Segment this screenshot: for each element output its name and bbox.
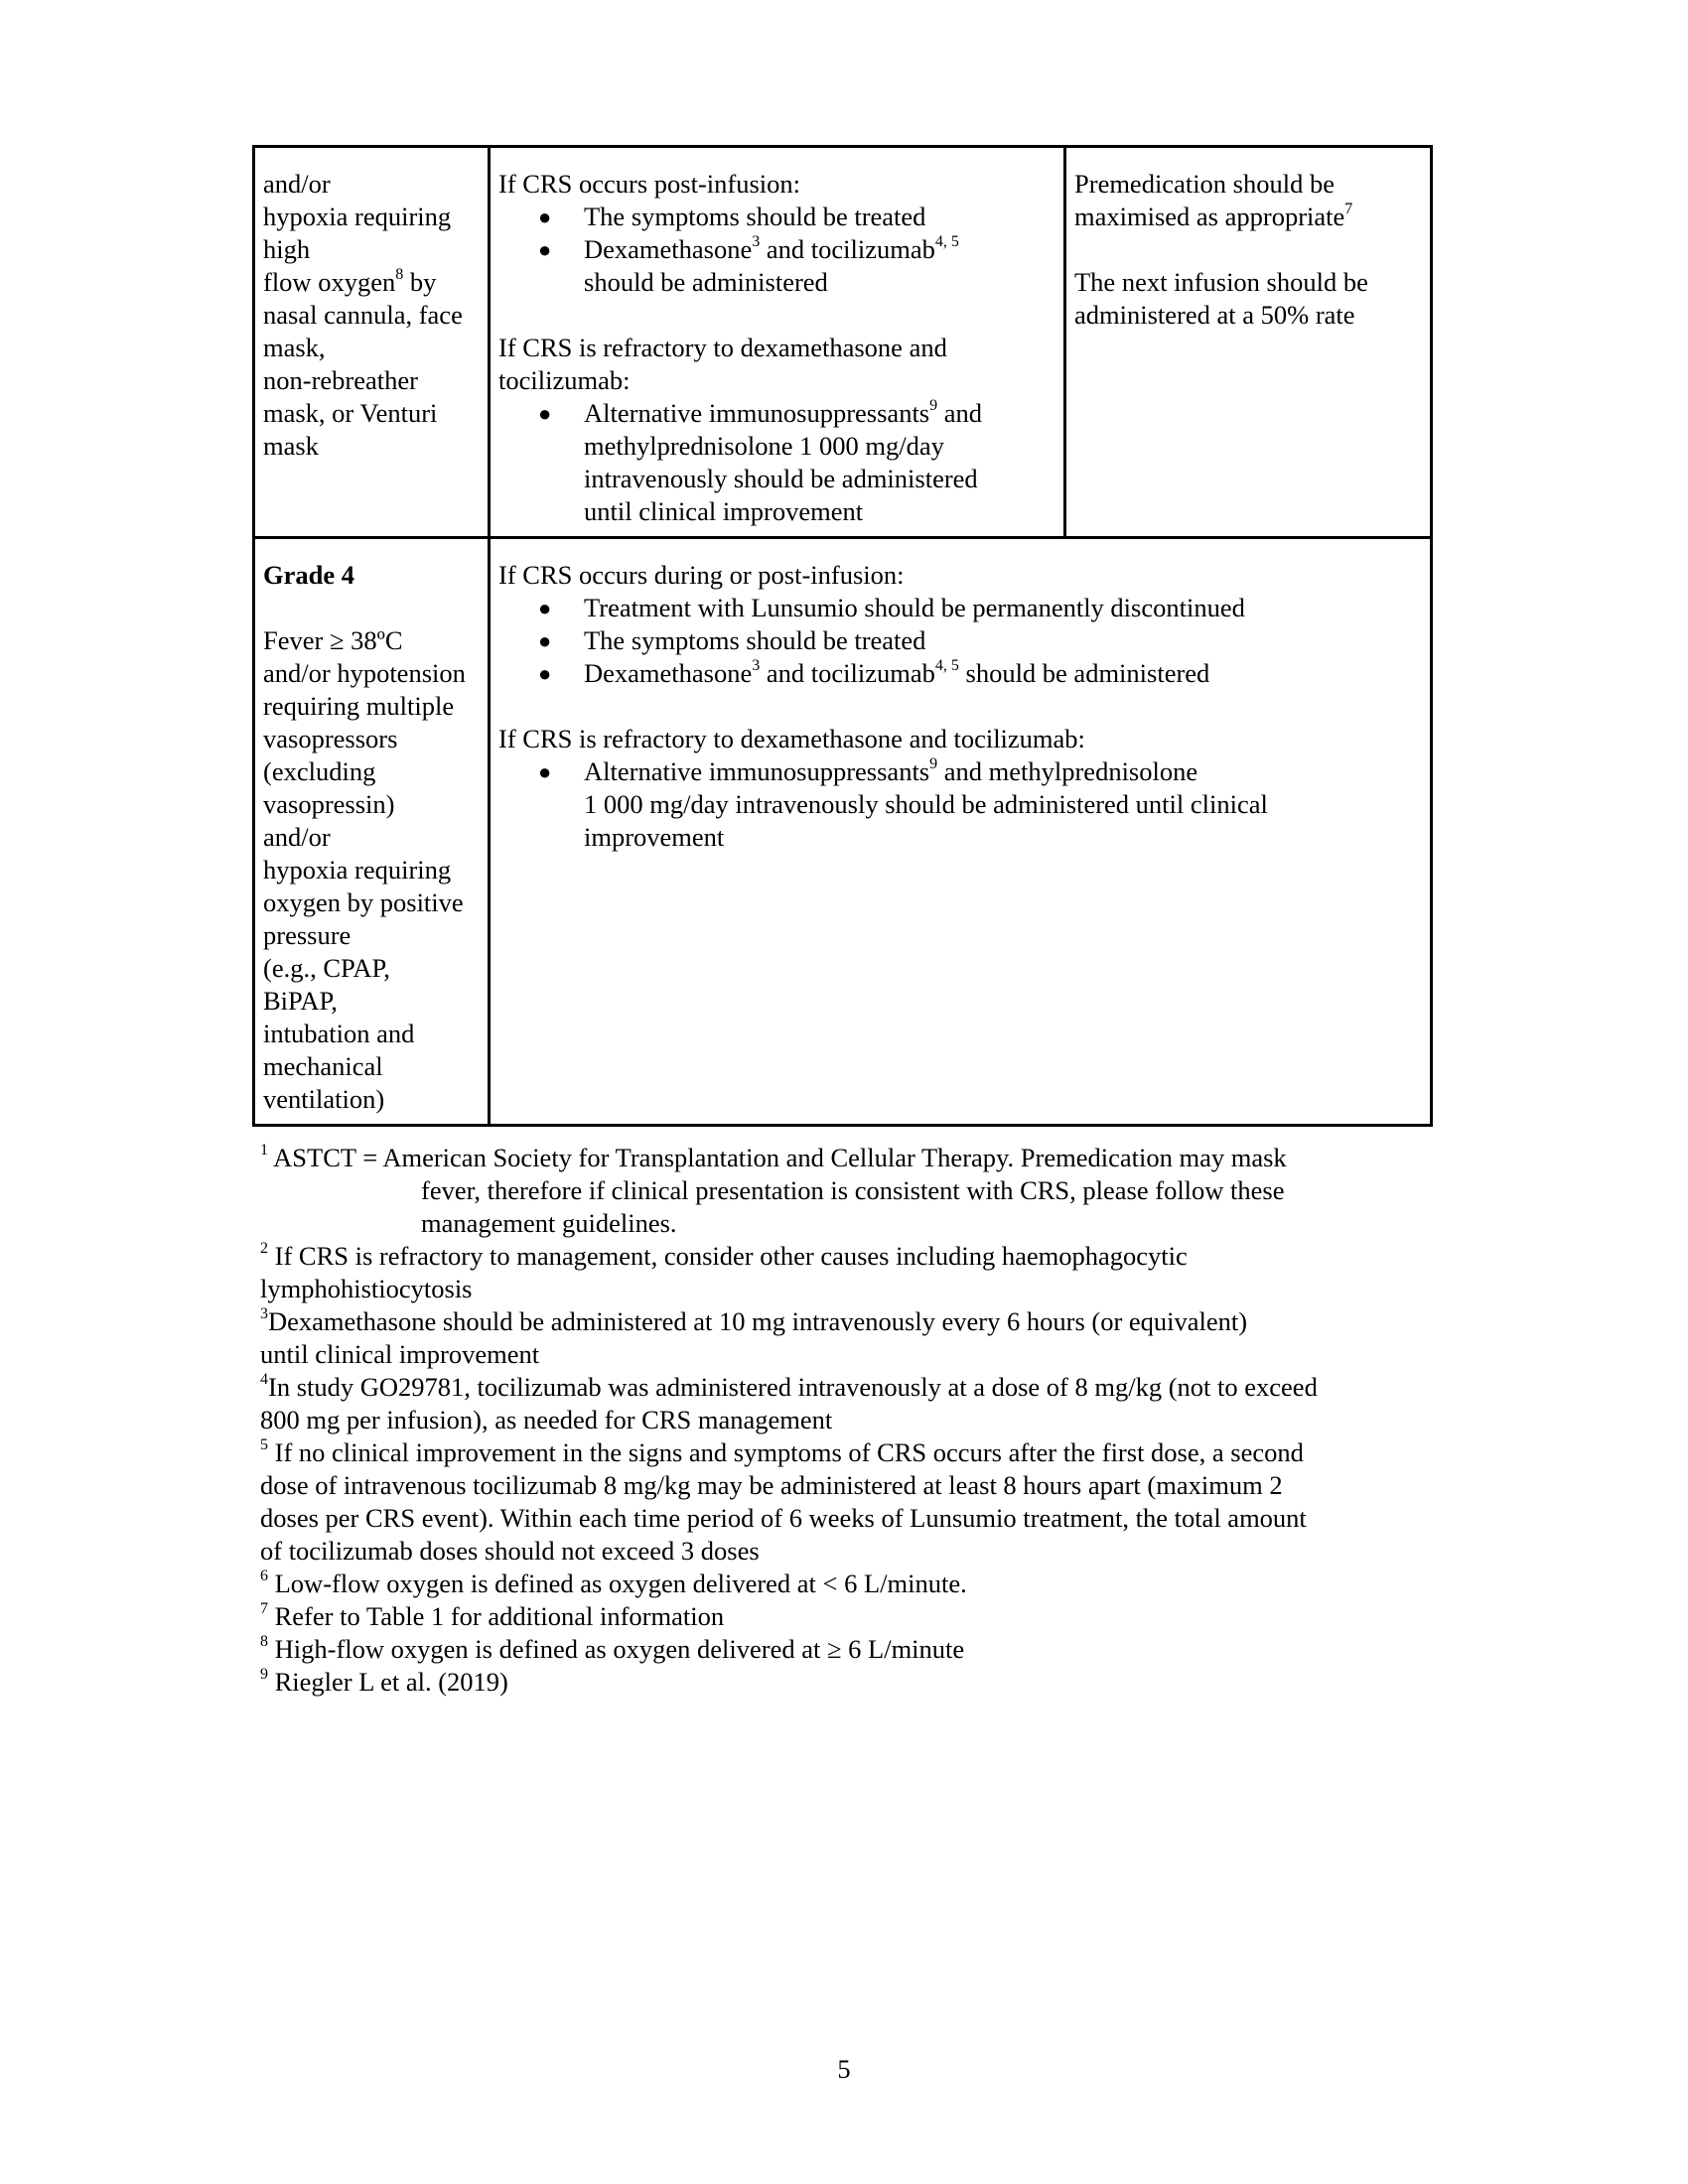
footnote-text: In study GO29781, tocilizumab was administered intravenously at a dose of 8 mg/kg (not to exceed	[268, 1372, 1318, 1402]
footnote-3	[260, 1305, 1432, 1371]
criteria-cell	[254, 538, 490, 1126]
list-item-text: Alternative immunosuppressants	[584, 756, 930, 786]
footnote-number: 9	[260, 1666, 268, 1684]
footnote-text: management guidelines.	[421, 1208, 677, 1238]
list-item-text: intravenously should be administered	[584, 464, 978, 493]
table-row-grade4	[254, 538, 1432, 1126]
criteria-line: pressure	[263, 920, 352, 950]
criteria-line: (e.g., CPAP,	[263, 953, 390, 983]
footnote-4	[260, 1371, 1432, 1436]
criteria-line: vasopressin)	[263, 789, 395, 819]
management-cell	[490, 538, 1432, 1126]
list-item-text: improvement	[584, 822, 725, 852]
section-heading: If CRS is refractory to dexamethasone and tocilizumab:	[498, 724, 1085, 753]
criteria-text: flow oxygen	[263, 267, 396, 297]
criteria-line: vasopressors	[263, 724, 398, 753]
footnote-text: lymphohistiocytosis	[260, 1274, 473, 1303]
footnote-text: ASTCT = American Society for Transplantation and Cellular Therapy. Premedication may mask	[268, 1143, 1287, 1172]
bullet-icon: ●	[538, 661, 552, 686]
footnote-6	[260, 1568, 1432, 1600]
criteria-line: BiPAP,	[263, 986, 338, 1016]
list-item	[538, 624, 1422, 657]
footnote-text: until clinical improvement	[260, 1339, 540, 1369]
footnote-5	[260, 1436, 1432, 1568]
section-heading: If CRS occurs during or post-infusion:	[498, 560, 905, 590]
list-item-text: The symptoms should be treated	[584, 202, 926, 231]
criteria-line: mask, or Venturi	[263, 398, 438, 428]
guidance-line: Premedication should be	[1074, 169, 1335, 199]
criteria-line: mask,	[263, 333, 326, 362]
footnote-ref: 9	[929, 397, 938, 415]
bullet-icon: ●	[538, 596, 552, 620]
footnote-7	[260, 1600, 1432, 1633]
bullet-icon: ●	[538, 759, 552, 784]
footnote-text: High-flow oxygen is defined as oxygen delivered at ≥ 6 L/minute	[268, 1634, 965, 1664]
footnote-text: If CRS is refractory to management, consider other causes including haemophagocytic	[268, 1241, 1188, 1271]
footnote-ref: 4, 5	[934, 233, 959, 251]
criteria-line: intubation and	[263, 1019, 415, 1048]
list-item-text: Alternative immunosuppressants	[584, 398, 930, 428]
bullet-list	[498, 397, 1055, 528]
footnote-number: 4	[260, 1371, 268, 1389]
list-item-text: methylprednisolone 1 000 mg/day	[584, 431, 944, 461]
list-item	[538, 755, 1422, 854]
footnote-text: Riegler L et al. (2019)	[268, 1667, 508, 1697]
criteria-line: non-rebreather	[263, 365, 418, 395]
footnote-number: 1	[260, 1142, 268, 1160]
footnote-number: 2	[260, 1240, 268, 1258]
footnote-8	[260, 1633, 1432, 1666]
management-cell	[490, 147, 1065, 538]
criteria-line: requiring multiple	[263, 691, 455, 721]
guidance-text: maximised as appropriate	[1074, 202, 1345, 231]
footnote-ref: 3	[752, 657, 761, 675]
footnote-text: of tocilizumab doses should not exceed 3 doses	[260, 1536, 760, 1566]
bullet-icon: ●	[538, 401, 552, 426]
footnote-number: 6	[260, 1568, 268, 1585]
list-item-text: and tocilizumab	[760, 658, 935, 688]
bullet-list	[498, 755, 1422, 854]
footnote-text: Low-flow oxygen is defined as oxygen delivered at < 6 L/minute.	[268, 1569, 967, 1598]
list-item	[538, 592, 1422, 624]
list-item	[538, 657, 1422, 690]
list-item-text: Treatment with Lunsumio should be permanently discontinued	[584, 593, 1245, 622]
list-item	[538, 201, 1055, 233]
bullet-icon: ●	[538, 205, 552, 229]
criteria-cell	[254, 147, 490, 538]
footnote-ref: 7	[1344, 201, 1353, 218]
footnote-number: 8	[260, 1633, 268, 1651]
footnote-ref: 4, 5	[934, 657, 959, 675]
footnote-2	[260, 1240, 1432, 1305]
footnote-text: doses per CRS event). Within each time period of 6 weeks of Lunsumio treatment, the total amount	[260, 1503, 1307, 1533]
section-heading-text: tocilizumab:	[498, 365, 631, 395]
criteria-line: hypoxia requiring	[263, 855, 452, 885]
page-number: 5	[837, 2054, 851, 2084]
footnote-number: 3	[260, 1305, 268, 1323]
list-item	[538, 233, 1055, 299]
crs-management-table	[252, 145, 1433, 1127]
footnote-text: 800 mg per infusion), as needed for CRS management	[260, 1405, 833, 1434]
criteria-line: nasal cannula, face	[263, 300, 463, 330]
list-item-text: Dexamethasone	[584, 234, 753, 264]
bullet-icon: ●	[538, 237, 552, 262]
criteria-line: high	[263, 234, 311, 264]
list-item-text: and methylprednisolone	[937, 756, 1198, 786]
list-item-text: and	[937, 398, 983, 428]
list-item-text: should be administered	[584, 267, 828, 297]
criteria-line: oxygen by positive	[263, 887, 464, 917]
grade-label: Grade 4	[263, 560, 354, 590]
bullet-list	[498, 592, 1422, 690]
list-item-text: Dexamethasone	[584, 658, 753, 688]
section-heading-text: If CRS is refractory to dexamethasone and	[498, 333, 947, 362]
criteria-line	[263, 266, 480, 299]
footnote-number: 5	[260, 1436, 268, 1454]
footnote-text: Dexamethasone should be administered at 10 mg intravenously every 6 hours (or equivalent)	[268, 1306, 1248, 1336]
criteria-line: (excluding	[263, 756, 376, 786]
list-item-text: 1 000 mg/day intravenously should be administered until clinical	[584, 789, 1268, 819]
footnote-text: fever, therefore if clinical presentation is consistent with CRS, please follow these	[421, 1175, 1285, 1205]
criteria-line: hypoxia requiring	[263, 202, 452, 231]
infusion-guidance-cell	[1065, 147, 1432, 538]
bullet-icon: ●	[538, 628, 552, 653]
guidance-line: The next infusion should be	[1074, 267, 1368, 297]
list-item-text: and tocilizumab	[760, 234, 935, 264]
footnote-text: dose of intravenous tocilizumab 8 mg/kg may be administered at least 8 hours apart (maximum 2	[260, 1470, 1283, 1500]
footnote-number: 7	[260, 1600, 268, 1618]
section-heading	[498, 332, 1055, 397]
footnote-ref: 8	[395, 266, 404, 284]
list-item-text: should be administered	[958, 658, 1210, 688]
footnote-1	[260, 1142, 1432, 1240]
table-row-grade3-continued	[254, 147, 1432, 538]
bullet-list	[498, 201, 1055, 299]
footnote-9	[260, 1666, 1432, 1699]
guidance-line: administered at a 50% rate	[1074, 300, 1355, 330]
criteria-line: and/or hypotension	[263, 658, 466, 688]
guidance-line	[1074, 201, 1422, 233]
list-item-text: until clinical improvement	[584, 496, 864, 526]
list-item	[538, 397, 1055, 528]
section-heading: If CRS occurs post-infusion:	[498, 169, 800, 199]
footnote-ref: 9	[929, 755, 938, 773]
criteria-line: and/or	[263, 169, 331, 199]
footnote-text: If no clinical improvement in the signs and symptoms of CRS occurs after the first dose, a second	[268, 1437, 1304, 1467]
list-item-text: The symptoms should be treated	[584, 625, 926, 655]
criteria-line: Fever ≥ 38ºC	[263, 625, 403, 655]
criteria-line: and/or	[263, 822, 331, 852]
criteria-line: ventilation)	[263, 1084, 385, 1114]
footnotes	[260, 1142, 1432, 1699]
footnote-ref: 3	[752, 233, 761, 251]
criteria-text: by	[403, 267, 437, 297]
criteria-line: mechanical	[263, 1051, 383, 1081]
footnote-text: Refer to Table 1 for additional information	[268, 1601, 725, 1631]
criteria-line: mask	[263, 431, 319, 461]
